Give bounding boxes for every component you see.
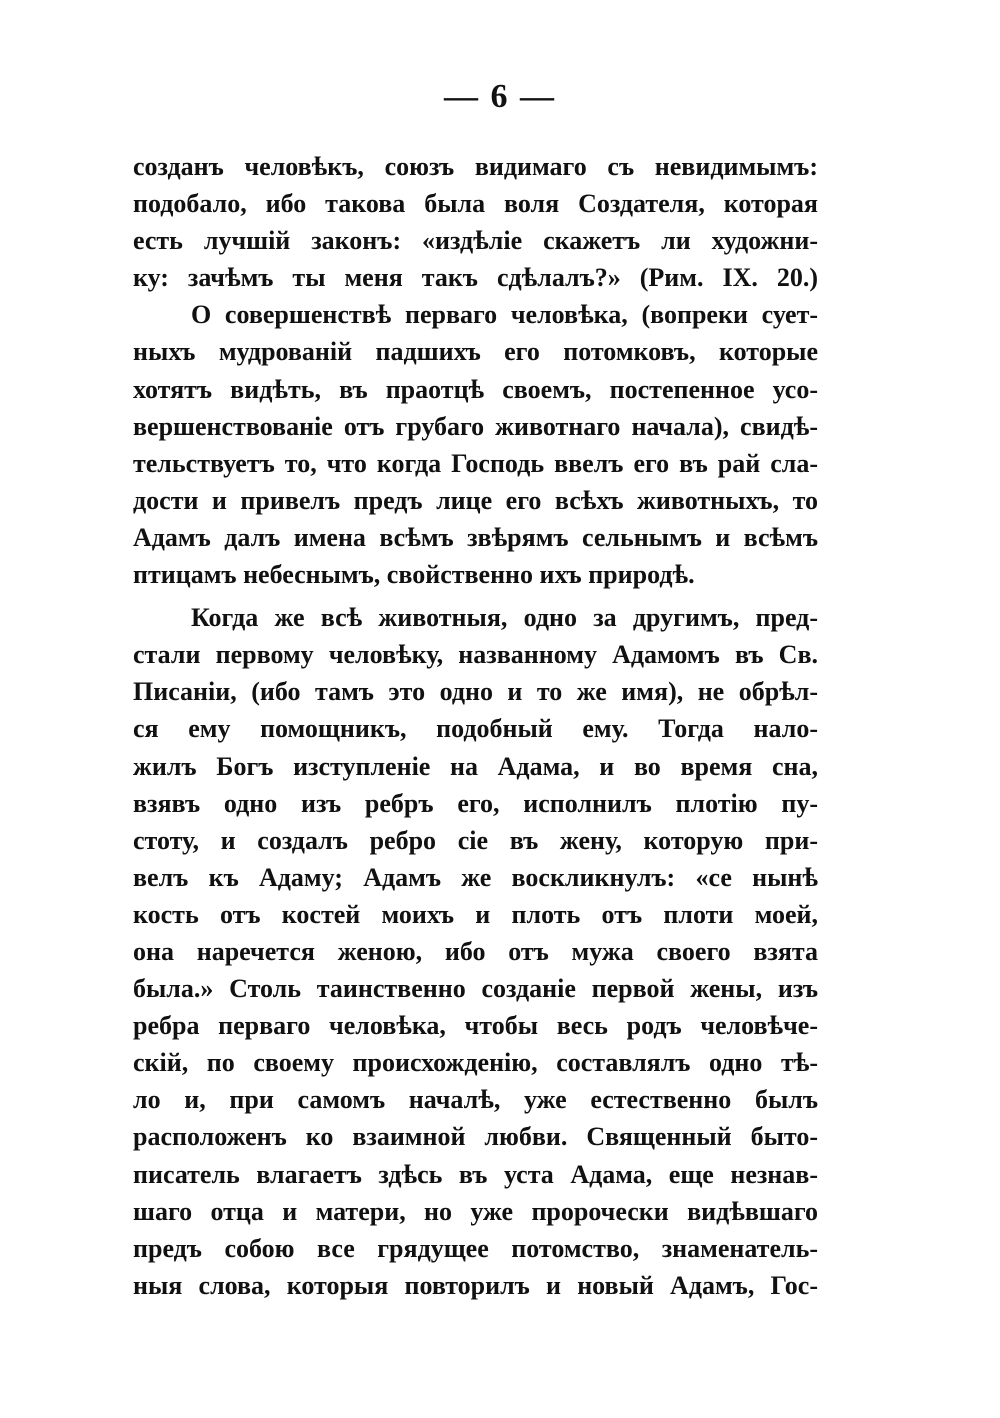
- text-line: есть лучшій законъ: «издѣліе скажетъ ли художни-: [133, 226, 818, 256]
- text-line: жилъ Богъ изступленіе на Адама, и во время сна,: [133, 751, 818, 781]
- text-line: предъ собою все грядущее потомство, знаменатель-: [133, 1233, 818, 1263]
- text-line: Когда же всѣ животныя, одно за другимъ, пред-: [191, 603, 818, 633]
- text-line: ло и, при самомъ началѣ, уже естественно былъ: [133, 1085, 818, 1115]
- text-line: велъ къ Адаму; Адамъ же воскликнулъ: «се нынѣ: [133, 862, 818, 892]
- text-line: стоту, и создалъ ребро сіе въ жену, которую при-: [133, 825, 818, 855]
- page-body-text: [133, 148, 818, 1304]
- text-line: подобало, ибо такова была воля Создателя, которая: [133, 189, 818, 219]
- text-line: шаго отца и матери, но уже пророчески видѣвшаго: [133, 1196, 818, 1226]
- text-line: была.» Столь таинственно созданіе первой жены, изъ: [133, 974, 818, 1004]
- page-number: — 6 —: [444, 78, 556, 115]
- paragraph-1: [133, 148, 818, 296]
- text-line: она наречется женою, ибо отъ мужа своего взята: [133, 936, 818, 966]
- text-line: Писаніи, (ибо тамъ это одно и то же имя), не обрѣл-: [133, 677, 818, 707]
- text-line: вершенствованіе отъ грубаго животнаго начала), свидѣ-: [133, 411, 818, 441]
- text-line: ку: зачѣмъ ты меня такъ сдѣлалъ?» (Рим. IX. 20.): [133, 263, 818, 293]
- text-line: расположенъ ко взаимной любви. Священный быто-: [133, 1122, 818, 1152]
- text-line: скій, по своему происхожденію, составлялъ одно тѣ-: [133, 1048, 818, 1078]
- paragraph-2: [133, 296, 818, 593]
- text-line: кость отъ костей моихъ и плоть отъ плоти моей,: [133, 899, 818, 929]
- paragraph-3: [133, 599, 818, 1304]
- text-line: писатель влагаетъ здѣсь въ уста Адама, еще незнав-: [133, 1159, 818, 1189]
- text-line: ся ему помощникъ, подобный ему. Тогда нало-: [133, 714, 818, 744]
- text-line: ребра перваго человѣка, чтобы весь родъ человѣче-: [133, 1011, 818, 1041]
- text-line: стали первому человѣку, названному Адамомъ въ Св.: [133, 640, 818, 670]
- text-line: дости и привелъ предъ лице его всѣхъ животныхъ, то: [133, 485, 818, 515]
- text-line: Адамъ далъ имена всѣмъ звѣрямъ сельнымъ и всѣмъ: [133, 522, 818, 552]
- text-line: О совершенствѣ перваго человѣка, (вопреки сует-: [191, 300, 818, 330]
- text-line: ныхъ мудрованій падшихъ его потомковъ, которые: [133, 337, 818, 367]
- text-line: птицамъ небеснымъ, свойственно ихъ природѣ.: [133, 560, 695, 590]
- text-line: хотятъ видѣть, въ праотцѣ своемъ, постепенное усо-: [133, 374, 818, 404]
- text-line: ныя слова, которыя повторилъ и новый Адамъ, Гос-: [133, 1270, 818, 1300]
- text-line: тельствуетъ то, что когда Господь ввелъ его въ рай сла-: [133, 448, 818, 478]
- text-line: созданъ человѣкъ, союзъ видимаго съ невидимымъ:: [133, 152, 818, 181]
- text-line: взявъ одно изъ ребръ его, исполнилъ плотію пу-: [133, 788, 818, 818]
